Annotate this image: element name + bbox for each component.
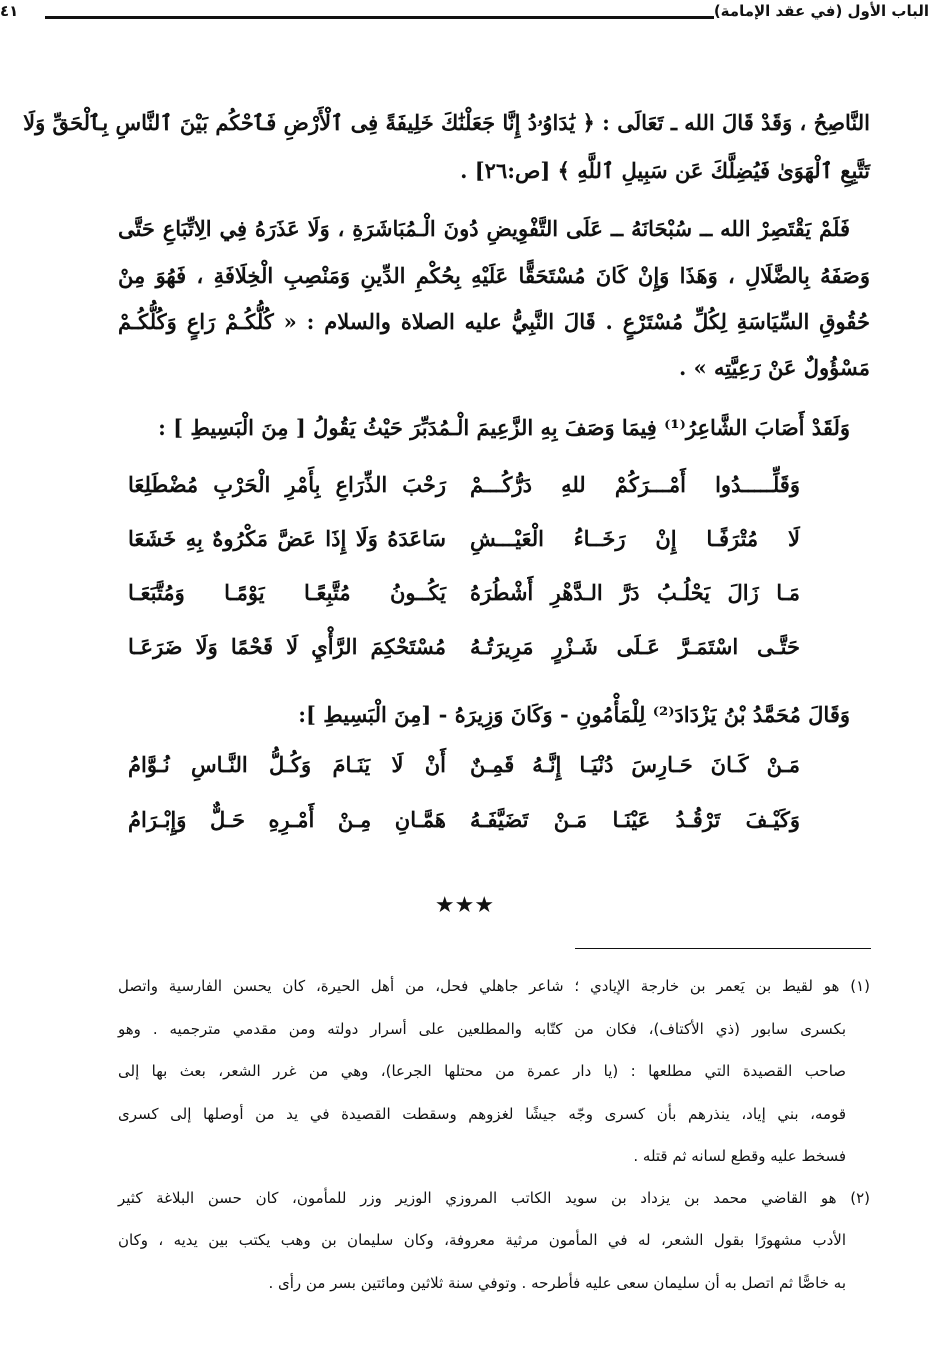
header-rule xyxy=(45,16,714,19)
body-line: النَّاصِحُ ، وَقَدْ قَالَ الله ـ تَعَالَى : ﴿ يَٰدَاوُۥدُ إِنَّا جَعَلْنَٰكَ خَلِيفَةً فِى ٱلْأَرْضِ فَٱحْكُم بَيْنَ ٱلنَّاسِ بِٱلْحَقِّ وَلَا xyxy=(23,110,870,135)
verse-left: مُسْتَحْكِمَ الرَّأْيِ لَا قَحْمًا وَلَا ضَرَعَـا xyxy=(128,634,446,659)
verse-left: هَمَّـانِ مِـنْ أَمْـرِهِ حَـلٌّ وَإِبْـرَامُ xyxy=(128,807,446,832)
body-line: وَلَقَدْ أَصَابَ الشَّاعِرُ⁽¹⁾ فِيمَا وَصَفَ بِهِ الزَّعِيمَ الْـمُدَبِّرَ حَيْثُ يَقُولُ [ مِنَ الْبَسِيطِ ] : xyxy=(158,415,850,440)
footnote-line: قومه، بني إياد، ينذرهم بأن كسرى وجّه جيشًا لغزوهم وسقطت القصيدة في يد من أوصلها إلى كسرى xyxy=(118,1105,846,1123)
footnote-rule xyxy=(575,948,871,949)
section-separator: ★★★ xyxy=(434,893,495,918)
footnote-line: صاحب القصيدة التي مطلعها : (يا دار عمرة من محتلها الجرعا)، وهي من غرر الشعر، بعث بها إلى xyxy=(118,1062,846,1080)
verse-right: لَا مُتْرَفًـا إِنْ رَخَــاءُ الْعَيْـــشِ xyxy=(470,526,800,551)
body-line: تَتَّبِعِ ٱلْهَوَىٰ فَيُضِلَّكَ عَن سَبِيلِ ٱللَّهِ ﴾ [ص:٢٦] . xyxy=(460,158,870,183)
footnote-line: الأدب مشهورًا بقول الشعر، له في المأمون مرثية معروفة، وكان سليمان بن وهب يكتب بين يديه ، وكان xyxy=(118,1231,846,1249)
running-header xyxy=(0,0,929,28)
verse-right: مَـا زَالَ يَحْلُـبُ دَرَّ الـدَّهْرِ أَشْطُرَهُ xyxy=(470,580,800,605)
chapter-title: الباب الأول (في عقد الإمامة) xyxy=(713,2,929,20)
verse-right: حَتَّـى اسْتَمَـرَّ عَـلَى شَـزْرٍ مَرِيرَتُـهُ xyxy=(470,634,800,659)
verse-left: أَنْ لَا يَنَـامَ وَكُـلُّ النَّـاسِ نُـوَّامُ xyxy=(128,752,446,777)
footnote-line: بكسرى سابور (ذي الأكتاف)، فكان من كتّابه والمطلعين على أسرار دولته ومن مقدمي مترجميه . وهو xyxy=(118,1020,846,1038)
footnote-line: (١) هو لقيط بن يَعمر بن خارجة الإيادي ؛ شاعر جاهلي فحل، من أهل الحيرة، كان يحسن الفارسية واتصل xyxy=(118,977,870,995)
verse-left: يَكُــونُ مُتَّبِعًـا يَوْمًـا وَمُتَّبَعَـا xyxy=(128,580,446,605)
verse-left: سَاعَدَهُ وَلَا إِذَا عَضَّ مَكْرُوهٌ بِهِ خَشَعَا xyxy=(128,526,446,551)
poem-intro: وَقَالَ مُحَمَّدُ بْنُ يَزْدَادَ⁽²⁾ لِلْمَأْمُونِ - وَكَانَ وَزِيرَهُ - [مِنَ الْبَسِيطِ ]: xyxy=(298,702,850,727)
verse-right: مَـنْ كَـانَ حَـارِسَ دُنْيَـا إِنَّـهُ قَمِـنٌ xyxy=(470,752,800,777)
footnote-line: (٢) هو القاضي محمد بن يزداد بن سويد الكاتب المروزي الوزير وزر للمأمون، كان حسن البلاغة كثير xyxy=(118,1189,870,1207)
page-number: ٤١ xyxy=(0,2,19,20)
footnote-line: به خاصًّا ثم اتصل به أن سليمان سعى عليه فأطرحه . وتوفي سنة ثلاثين ومائتين بسر من رأى . xyxy=(268,1274,846,1292)
body-line: فَلَمْ يَقْتَصِرْ الله ــ سُبْحَانَهُ ــ عَلَى التَّفْوِيضِ دُونَ الْـمُبَاشَرَةِ ، وَلَا عَذَرَهُ فِي الِاتِّبَاعِ حَتَّى xyxy=(118,216,850,241)
footnote-line: فسخط عليه وقطع لسانه ثم قتله . xyxy=(633,1147,846,1165)
body-line: مَسْؤُولٌ عَنْ رَعِيَّتِه » . xyxy=(678,355,870,380)
verse-left: رَحْبَ الذِّرَاعِ بِأَمْرِ الْحَرْبِ مُضْطَلِعَا xyxy=(128,472,446,497)
verse-right: وَكَيْـفَ تَرْقُـدُ عَيْنَـا مَـنْ تَضَيَّفَـهُ xyxy=(470,807,800,832)
body-line: وَصَفَهُ بِالضَّلَالِ ، وَهَذَا وَإِنْ كَانَ مُسْتَحَقًّا عَلَيْهِ بِحُكْمِ الدِّينِ وَمَنْصِبِ الْخِلَافَةِ ، فَهُوَ مِنْ xyxy=(118,263,870,288)
verse-right: وَقَلِّـــــدُوا أَمْـــرَكُمْ للهِ دَرُّكُـــمْ xyxy=(470,472,800,497)
body-line: حُقُوقِ السِّيَاسَةِ لِكُلِّ مُسْتَرْعٍ . قَالَ النَّبِيُّ عليه الصلاة والسلام : « كُلُّكُـمْ رَاعٍ وَكُلُّكُـمْ xyxy=(118,309,870,334)
